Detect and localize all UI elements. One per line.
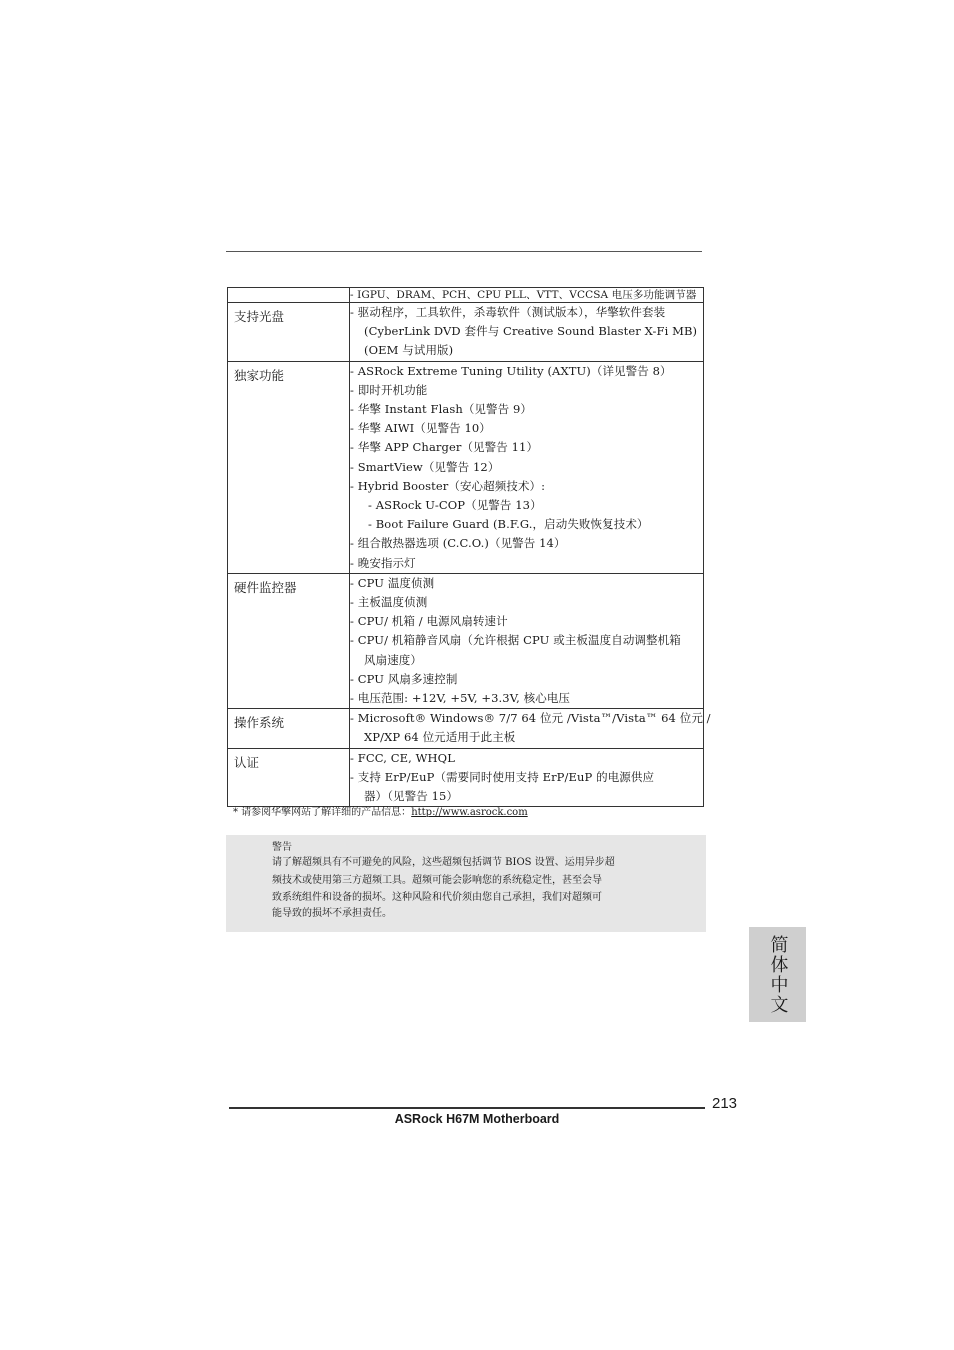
spec-line: - 主板温度侦测 bbox=[350, 595, 428, 610]
spec-line: - 华擎 APP Charger（见警告 11） bbox=[350, 440, 539, 455]
spec-line: - 晚安指示灯 bbox=[350, 555, 416, 570]
footnote-text: * 请参阅华擎网站了解详细的产品信息： bbox=[233, 807, 412, 818]
warning-line: 能导致的损坏不承担责任。 bbox=[272, 908, 392, 919]
spec-line: - 华擎 AIWI（见警告 10） bbox=[350, 421, 491, 436]
spec-line: - ASRock U-COP（见警告 13） bbox=[368, 498, 542, 513]
spec-line: (CyberLink DVD 套件与 Creative Sound Blaster X-Fi MB) bbox=[364, 324, 698, 339]
spec-line: - ASRock Extreme Tuning Utility (AXTU)（详见警告 8） bbox=[350, 363, 672, 378]
spec-line: 器）（见警告 15） bbox=[364, 789, 459, 804]
spec-line: - 即时开机功能 bbox=[350, 382, 428, 397]
spec-line: - Boot Failure Guard (B.F.G.，启动失败恢复技术） bbox=[368, 517, 649, 532]
spec-line: - FCC, CE, WHQL bbox=[350, 750, 455, 765]
spec-line: - IGPU、DRAM、PCH、CPU PLL、VTT、VCCSA 电压多功能调节器 bbox=[350, 289, 697, 301]
spec-line: - CPU/ 机箱静音风扇（允许根据 CPU 或主板温度自动调整机箱 bbox=[350, 633, 681, 648]
spec-line: - 华擎 Instant Flash（见警告 9） bbox=[350, 402, 533, 417]
warning-title: 警告 bbox=[272, 842, 292, 853]
table-row bbox=[228, 361, 704, 573]
warning-box bbox=[226, 835, 706, 932]
table-row bbox=[228, 288, 704, 303]
table-row bbox=[228, 303, 704, 362]
spec-line: - CPU/ 机箱 / 电源风扇转速计 bbox=[350, 614, 508, 629]
row-label: 操作系统 bbox=[228, 709, 350, 748]
spec-line: - 组合散热器选项 (C.C.O.)（见警告 14） bbox=[350, 536, 566, 551]
table-row bbox=[228, 573, 704, 708]
table-row bbox=[228, 748, 704, 807]
table-row bbox=[228, 709, 704, 748]
row-label: 支持光盘 bbox=[228, 303, 350, 362]
spec-line: - Hybrid Booster（安心超频技术）: bbox=[350, 478, 546, 493]
spec-line: - 驱动程序，工具软件，杀毒软件（测试版本），华擎软件套装 bbox=[350, 305, 666, 319]
footer-title: ASRock H67M Motherboard bbox=[394, 1112, 560, 1126]
spec-line: - 支持 ErP/EuP（需要同时使用支持 ErP/EuP 的电源供应 bbox=[350, 769, 655, 784]
row-label: 独家功能 bbox=[228, 361, 350, 573]
spec-line: (OEM 与试用版) bbox=[364, 343, 454, 358]
spec-line: XP/XP 64 位元适用于此主板 bbox=[364, 730, 516, 745]
spec-line: - CPU 温度侦测 bbox=[350, 575, 435, 590]
language-side-tab bbox=[749, 927, 806, 1022]
row-label bbox=[228, 288, 350, 303]
spec-line: 风扇速度） bbox=[364, 652, 422, 667]
footnote bbox=[233, 806, 528, 820]
spec-line: - SmartView（见警告 12） bbox=[350, 459, 500, 474]
footer-divider bbox=[229, 1107, 705, 1109]
row-label: 认证 bbox=[228, 748, 350, 807]
spec-line: - 电压范围: +12V, +5V, +3.3V, 核心电压 bbox=[350, 691, 571, 706]
spec-line: - CPU 风扇多速控制 bbox=[350, 671, 458, 686]
page-number: 213 bbox=[712, 1095, 738, 1112]
top-divider bbox=[226, 251, 702, 252]
row-label: 硬件监控器 bbox=[228, 573, 350, 708]
warning-line: 请了解超频具有不可避免的风险，这些超频包括调节 BIOS 设置、运用异步超 bbox=[272, 857, 615, 868]
asrock-website-link[interactable]: http://www.asrock.com bbox=[411, 807, 528, 818]
warning-line: 频技术或使用第三方超频工具。超频可能会影响您的系统稳定性，甚至会导 bbox=[272, 875, 602, 886]
spec-line: - Microsoft® Windows® 7/7 64 位元 /Vista™/Vista™ 64 位元 / bbox=[350, 711, 711, 726]
language-tab-label: 简体中文 bbox=[767, 934, 789, 1015]
spec-table bbox=[227, 287, 711, 807]
warning-line: 致系统组件和设备的损坏。这种风险和代价须由您自己承担，我们对超频可 bbox=[272, 892, 602, 903]
